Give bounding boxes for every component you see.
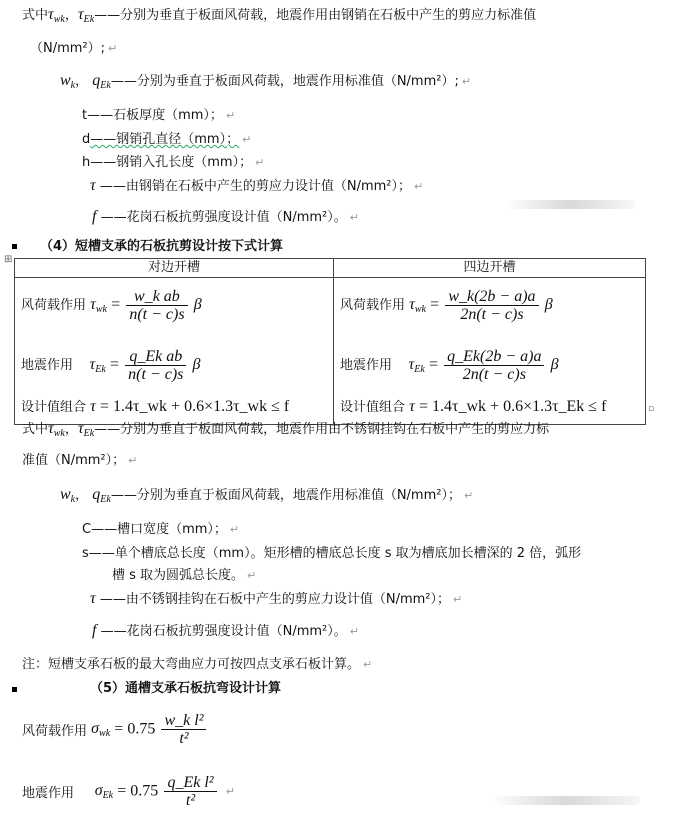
c2-wind-num: w_k(2b − a)a <box>445 288 538 306</box>
f-symbol: f <box>92 208 97 225</box>
c2-quake-den: 2n(t − c)s <box>462 366 526 383</box>
c2-wind-row: 风荷载作用 $\tau_{wk}$ = $\frac{w\_k(2b - a)a}{2n(t - c)s}$ β <box>340 288 553 323</box>
def-t-text: ——石板厚度（mm）； <box>87 108 223 123</box>
bend-quake-row: 地震作用 $\sigma_{Ek} = 0.75$ $\frac{\text{q\_Ek l²}}{\text{t²}}$ ↵ <box>22 774 235 809</box>
calc-table <box>14 258 646 425</box>
paragraph-mark-icon: ↵ <box>363 658 373 671</box>
list-bullet <box>12 244 17 249</box>
paragraph-mark-icon: ↵ <box>225 785 235 798</box>
tau-def1-text: ——由钢销在石板中产生的剪应力设计值（N/mm²）； <box>99 179 412 194</box>
tau-def2-text: ——由不锈钢挂钩在石板中产生的剪应力设计值（N/mm²）； <box>99 592 451 607</box>
def-h <box>82 154 264 172</box>
bend-wind-row: 风荷载作用 $\sigma_{wk} = 0.75$ $\frac{\text{w\_k l²}}{\text{t²}}$ <box>22 712 208 747</box>
paragraph-mark-icon: ↵ <box>108 42 118 55</box>
table-resize-handle-icon[interactable]: ▫ <box>648 404 655 414</box>
para3-line: 式中$\tau_{wk}$，$\tau_{Ek}——$分别为垂直于板面风荷载，地震作用由不锈钢挂钩在石板中产生的剪应力标 <box>22 420 550 439</box>
heading-5: （5）通槽支承石板抗弯设计计算 <box>90 681 282 696</box>
c1-combo-expr: = 1.4τ_wk + 0.6×1.3τ_wk ≤ f <box>100 398 290 415</box>
c1-combo-row: 设计值组合 τ = 1.4τ_wk + 0.6×1.3τ_wk ≤ f <box>21 398 290 415</box>
def-s-cont <box>112 567 256 585</box>
f-def2-text: ——花岗石板抗剪强度设计值（N/mm²）。 <box>100 624 347 639</box>
cell-four-side <box>334 278 646 425</box>
c1-wind-row: 风荷载作用 $\tau_{wk}$ = $\frac{\text{w\_k ab}}{n(t - c)s}$ β <box>21 288 202 323</box>
paragraph-mark-icon: ↵ <box>453 593 463 606</box>
col-header-four-side: 四边开槽 <box>334 259 646 278</box>
paragraph-mark-icon: ↵ <box>461 75 472 88</box>
list-bullet <box>12 687 17 692</box>
def-t <box>82 107 235 125</box>
para1-desc: ——分别为垂直于板面风荷载，地震作用由钢销在石板中产生的剪应力标准值 <box>94 8 537 23</box>
c2-combo-label: 设计值组合 <box>340 400 406 415</box>
paragraph-mark-icon: ↵ <box>255 156 265 169</box>
def-C-text: C——槽口宽度（mm）； <box>82 522 227 537</box>
paragraph-mark-icon: ↵ <box>349 625 359 638</box>
def-C <box>82 521 239 539</box>
def-s-text: s——单个槽底总长度（mm）。矩形槽的槽底总长度 s 取为槽底加长槽深的 2 倍，弧形 <box>82 546 582 561</box>
para1-sep: ， <box>64 8 78 23</box>
c1-quake-label: 地震作用 <box>21 358 74 373</box>
paragraph-mark-icon: ↵ <box>247 569 257 582</box>
paragraph-mark-icon: ↵ <box>463 489 474 502</box>
bend-quake-coef: = 0.75 <box>117 782 159 800</box>
def-f-2 <box>92 622 359 641</box>
paragraph-mark-icon: ↵ <box>349 211 359 224</box>
c1-quake-num: q_Ek ab <box>125 348 186 366</box>
bend-wind-den: t² <box>179 730 189 747</box>
c1-combo-label: 设计值组合 <box>21 400 87 415</box>
f-def1-text: ——花岗石板抗剪强度设计值（N/mm²）。 <box>100 210 347 225</box>
tau-symbol: τ <box>90 177 96 194</box>
def-s <box>82 545 581 563</box>
paragraph-mark-icon: ↵ <box>225 109 236 122</box>
def-d-text: ——钢销孔直径（mm）； <box>90 132 240 147</box>
def-s-cont-text: 槽 s 取为圆弧总长度。 <box>112 568 245 583</box>
heading-4: （4）短槽支承的石板抗剪设计按下式计算 <box>40 239 284 254</box>
c1-quake-den: n(t − c)s <box>128 366 184 383</box>
bend-quake-label: 地震作用 <box>22 786 75 801</box>
tau-symbol: τ <box>90 590 96 607</box>
note-text: 注：短槽支承石板的最大弯曲应力可按四点支承石板计算。 <box>22 657 361 672</box>
c2-wind-label: 风荷载作用 <box>340 298 406 313</box>
paragraph-mark-icon: ↵ <box>242 133 252 146</box>
c1-wind-num: w_k ab <box>126 288 187 306</box>
def-h-symbol: h <box>82 155 91 170</box>
def-tau-2 <box>90 590 462 609</box>
c2-combo-expr: = 1.4τ_wk + 0.6×1.3τ_Ek ≤ f <box>419 398 607 415</box>
scan-smudge <box>505 200 635 209</box>
para3-desc: ——分别为垂直于板面风荷载，地震作用由不锈钢挂钩在石板中产生的剪应力标 <box>94 422 550 437</box>
f-symbol: f <box>92 622 97 639</box>
c2-combo-row: 设计值组合 τ = 1.4τ_wk + 0.6×1.3τ_Ek ≤ f <box>340 398 607 415</box>
c1-wind-den: n(t − c)s <box>129 306 185 323</box>
para1-unit: （N/mm²）; <box>30 41 106 56</box>
c2-quake-row: 地震作用 $\tau_{Ek}$ = $\frac{q\_Ek(2b - a)a}{2n(t - c)s}$ β <box>340 348 559 383</box>
paragraph-mark-icon: ↵ <box>414 180 424 193</box>
table-anchor-icon[interactable]: ⊞ <box>4 254 13 265</box>
para1-lead: 式中 <box>22 8 49 23</box>
bend-quake-den: t² <box>185 792 196 809</box>
note-line <box>22 656 372 674</box>
def-d <box>82 131 251 149</box>
paragraph-mark-icon: ↵ <box>229 523 240 536</box>
bend-wind-label: 风荷载作用 <box>22 724 88 739</box>
c2-quake-num: q_Ek(2b − a)a <box>444 348 544 366</box>
def-tau-1 <box>90 177 423 196</box>
para1-line: 式中$\tau_{wk}$，$\tau_{Ek}——$分别为垂直于板面风荷载，地震作用由钢销在石板中产生的剪应力标准值 <box>22 6 537 25</box>
para4-sep: ， <box>75 488 89 503</box>
para3-sep: ， <box>64 422 78 437</box>
para2-sep: ， <box>75 74 89 89</box>
c2-quake-label: 地震作用 <box>340 358 393 373</box>
col-header-opposite: 对边开槽 <box>15 259 334 278</box>
para3-lead: 式中 <box>22 422 49 437</box>
cell-opposite <box>15 278 334 425</box>
bend-wind-coef: = 0.75 <box>114 720 156 738</box>
para2-desc: ——分别为垂直于板面风荷载，地震作用标准值（N/mm²）; <box>110 74 459 89</box>
para3-cont-line <box>22 452 137 470</box>
c2-wind-den: 2n(t − c)s <box>460 306 524 323</box>
paragraph-mark-icon: ↵ <box>128 454 138 467</box>
para4-line: $w_k$， $q_{Ek}——$分别为垂直于板面风荷载，地震作用标准值（N/mm²）； ↵ <box>60 486 474 505</box>
def-d-symbol: d <box>82 132 91 147</box>
def-t-symbol: t <box>82 108 88 123</box>
def-h-text: ——钢销入孔长度（mm）； <box>90 155 253 170</box>
bend-quake-num: q_Ek l² <box>164 774 216 792</box>
para3-cont: 准值（N/mm²）； <box>22 453 126 468</box>
bend-wind-num: w_k l² <box>161 712 206 730</box>
c1-quake-row: 地震作用 $\tau_{Ek}$ = $\frac{\text{q\_Ek ab}}{n(t - c)s}$ β <box>21 348 201 383</box>
para1-unit-line <box>30 40 117 58</box>
para2-line: $w_k$， $q_{Ek}——$分别为垂直于板面风荷载，地震作用标准值（N/mm²）; ↵ <box>60 72 472 91</box>
scan-smudge <box>490 796 640 805</box>
def-f-1 <box>92 208 359 227</box>
para4-desc: ——分别为垂直于板面风荷载，地震作用标准值（N/mm²）； <box>110 488 461 503</box>
c1-wind-label: 风荷载作用 <box>21 298 87 313</box>
